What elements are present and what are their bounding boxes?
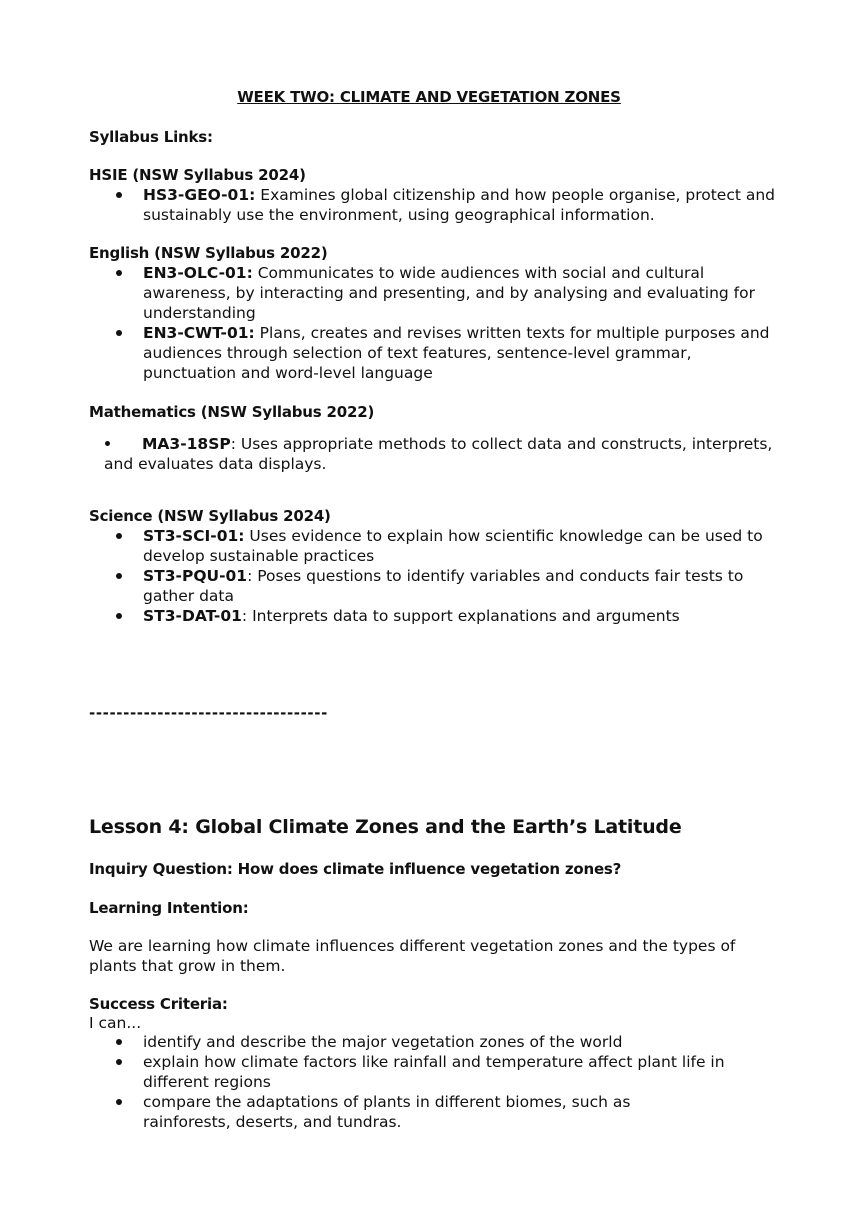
success-criteria-list bbox=[89, 1032, 779, 1132]
criterion-text: explain how climate factors like rainfall and temperature affect plant life in different regions bbox=[143, 1053, 725, 1091]
list-item bbox=[89, 1032, 779, 1052]
outcome-code: EN3-CWT-01: bbox=[143, 324, 255, 342]
list-item bbox=[89, 1052, 779, 1092]
list-item bbox=[89, 185, 779, 225]
bullet-icon bbox=[116, 1059, 122, 1065]
outcome-code: MA3-18SP bbox=[142, 435, 231, 453]
outcome-text: Examines global citizenship and how people organise, protect and sustainably use the environment, using geographical information. bbox=[143, 186, 776, 224]
inquiry-question: Inquiry Question: How does climate influence vegetation zones? bbox=[89, 860, 622, 878]
outcome-code: ST3-SCI-01: bbox=[143, 527, 245, 545]
bullet-icon bbox=[105, 441, 110, 446]
learning-intention-text: We are learning how climate influences different vegetation zones and the types of plants that grow in them. bbox=[89, 937, 736, 975]
outcome-text: Communicates to wide audiences with social and cultural awareness, by interacting and presenting, and by analysing and evaluating for understanding bbox=[143, 264, 755, 322]
list-item bbox=[89, 526, 779, 566]
science-heading: Science (NSW Syllabus 2024) bbox=[89, 507, 331, 525]
outcome-code: ST3-PQU-01 bbox=[143, 567, 248, 585]
bullet-icon bbox=[116, 613, 122, 619]
hsie-heading: HSIE (NSW Syllabus 2024) bbox=[89, 166, 306, 184]
outcome-text: Plans, creates and revises written texts for multiple purposes and audiences through selection of text features, sentence-level grammar, punctuation and word-level language bbox=[143, 324, 770, 382]
bullet-icon bbox=[116, 1039, 122, 1045]
english-heading: English (NSW Syllabus 2022) bbox=[89, 244, 328, 262]
criterion-text: identify and describe the major vegetation zones of the world bbox=[143, 1033, 623, 1051]
list-item bbox=[89, 606, 779, 626]
science-outcomes-list bbox=[89, 526, 779, 626]
list-item bbox=[89, 1092, 779, 1132]
i-can-text: I can... bbox=[89, 1014, 142, 1032]
list-item bbox=[89, 323, 779, 383]
bullet-icon bbox=[116, 573, 122, 579]
outcome-text: : Interprets data to support explanations and arguments bbox=[241, 607, 680, 625]
outcome-text: : Poses questions to identify variables and conducts fair tests to gather data bbox=[143, 567, 744, 605]
list-item bbox=[104, 434, 784, 474]
outcome-text: Uses evidence to explain how scientific knowledge can be used to develop sustainable practices bbox=[143, 527, 763, 565]
mathematics-heading: Mathematics (NSW Syllabus 2022) bbox=[89, 403, 375, 421]
english-outcomes-list bbox=[89, 263, 779, 383]
learning-intention-heading: Learning Intention: bbox=[89, 899, 249, 917]
outcome-code: EN3-OLC-01: bbox=[143, 264, 253, 282]
bullet-icon bbox=[116, 192, 122, 198]
list-item bbox=[89, 263, 779, 323]
bullet-icon bbox=[116, 533, 122, 539]
hsie-outcomes-list bbox=[89, 185, 779, 225]
outcome-code: ST3-DAT-01 bbox=[143, 607, 242, 625]
bullet-icon bbox=[116, 270, 122, 276]
success-criteria-heading: Success Criteria: bbox=[89, 995, 228, 1013]
divider-line: ----------------------------------- bbox=[89, 704, 328, 722]
lesson-title: Lesson 4: Global Climate Zones and the Earth’s Latitude bbox=[89, 816, 682, 838]
list-item bbox=[89, 566, 779, 606]
bullet-icon bbox=[116, 330, 122, 336]
bullet-icon bbox=[116, 1099, 122, 1105]
syllabus-links-heading: Syllabus Links: bbox=[89, 128, 213, 146]
page-title: WEEK TWO: CLIMATE AND VEGETATION ZONES bbox=[237, 88, 621, 106]
outcome-code: HS3-GEO-01: bbox=[143, 186, 256, 204]
outcome-text: : Uses appropriate methods to collect data and constructs, interprets, and evaluates data displays. bbox=[104, 435, 773, 473]
criterion-text: compare the adaptations of plants in different biomes, such as rainforests, deserts, and tundras. bbox=[143, 1093, 631, 1131]
